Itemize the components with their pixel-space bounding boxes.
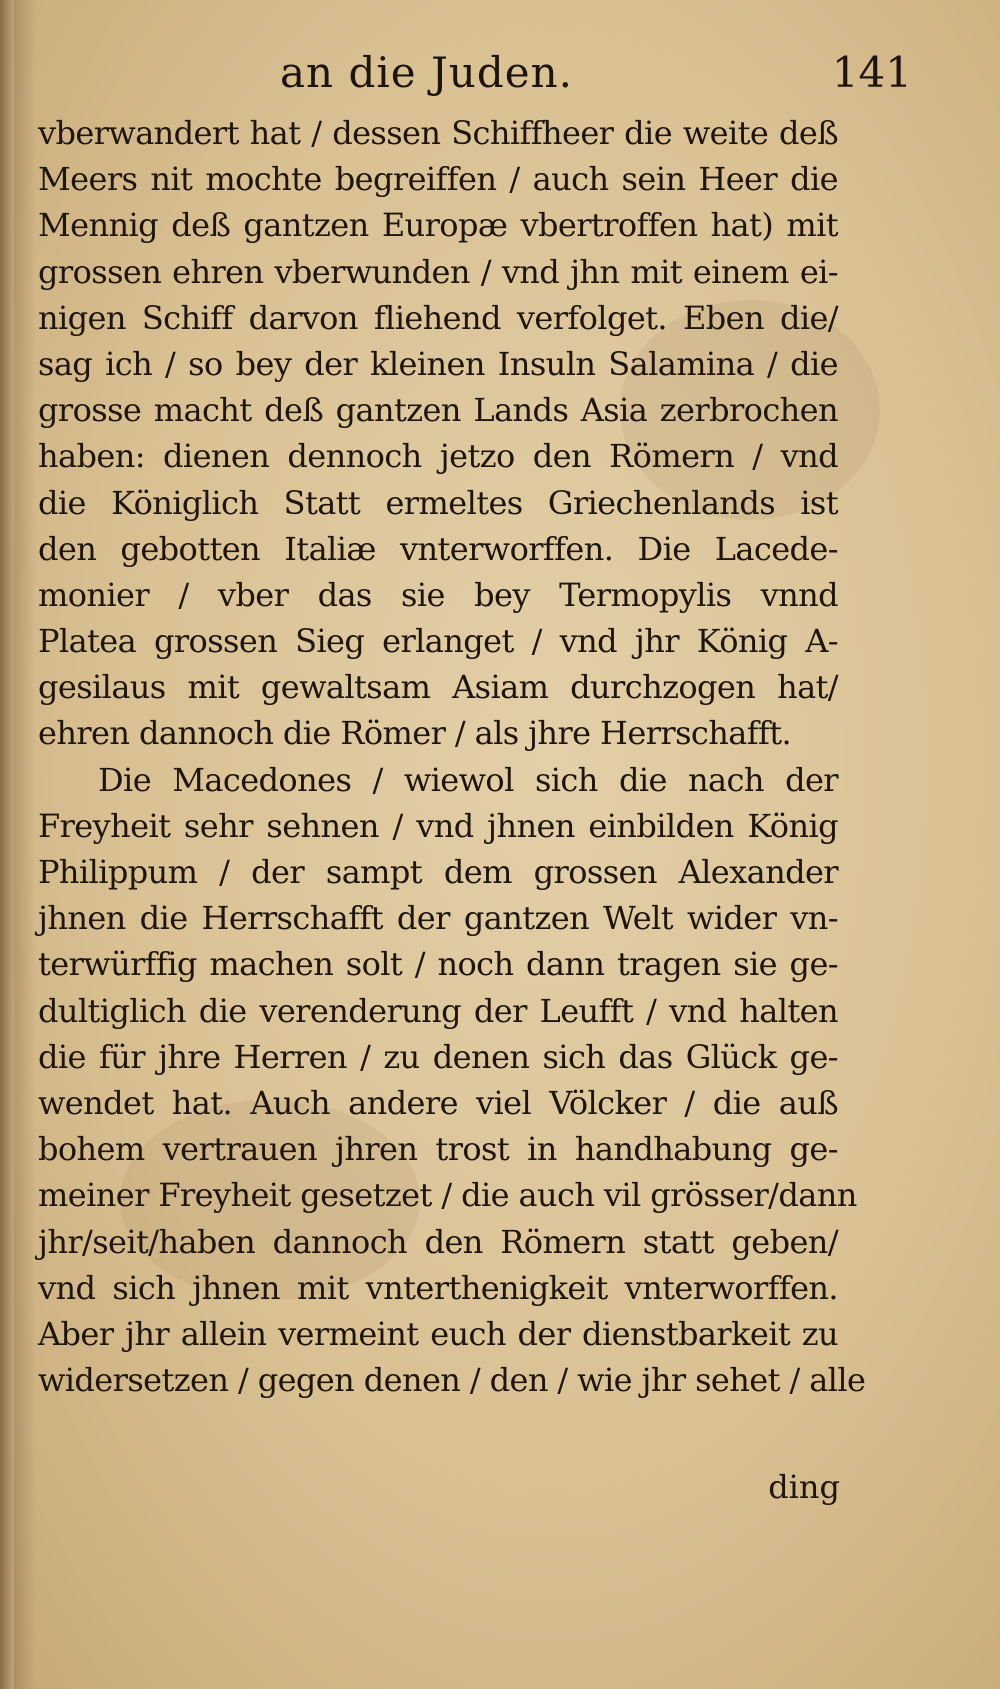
text-line: jhnen die Herrschafft der gantzen Welt wider vn- xyxy=(38,899,838,938)
text-line: bohem vertrauen jhren trost in handhabung ge- xyxy=(38,1130,838,1169)
text-line: die für jhre Herren / zu denen sich das Glück ge- xyxy=(38,1037,838,1076)
text-line: haben: dienen dennoch jetzo den Römern / vnd xyxy=(38,437,838,476)
text-line: vberwandert hat / dessen Schiffheer die weite deß xyxy=(38,114,838,152)
text-line: die Königlich Statt ermeltes Griechenlands ist xyxy=(38,483,838,522)
text-line: Die Macedones / wiewol sich die nach der xyxy=(98,760,838,799)
text-line: vnd sich jhnen mit vnterthenigkeit vnterworffen. xyxy=(38,1268,838,1307)
text-line: Philippum / der sampt dem grossen Alexander xyxy=(38,853,838,891)
text-line: Platea grossen Sieg erlanget / vnd jhr König A- xyxy=(38,622,838,661)
text-line: Mennig deß gantzen Europæ vbertroffen hat) mit xyxy=(38,206,838,245)
text-line: gesilaus mit gewaltsam Asiam durchzogen hat/ xyxy=(38,668,838,707)
text-line: widersetzen / gegen denen / den / wie jhr sehet / alle xyxy=(38,1361,866,1400)
body-text xyxy=(38,110,866,1403)
text-line: terwürffig machen solt / noch dann tragen sie ge- xyxy=(38,945,838,984)
catchword: ding xyxy=(768,1468,840,1506)
text-line: grosse macht deß gantzen Lands Asia zerbrochen xyxy=(38,391,838,430)
page-number: 141 xyxy=(831,48,912,97)
text-line: den gebotten Italiæ vnterworffen. Die Lacede- xyxy=(38,529,838,568)
running-head: an die Juden. xyxy=(280,48,573,97)
text-line: meiner Freyheit gesetzet / die auch vil grösser/dann xyxy=(38,1176,857,1215)
text-line: Meers nit mochte begreiffen / auch sein Heer die xyxy=(38,160,838,199)
text-line: dultiglich die verenderung der Leufft / vnd halten xyxy=(38,991,838,1030)
text-line: Aber jhr allein vermeint euch der dienstbarkeit zu xyxy=(38,1314,838,1353)
text-line: nigen Schiff darvon fliehend verfolget. Eben die/ xyxy=(38,298,838,337)
text-line: ehren dannoch die Römer / als jhre Herrschafft. xyxy=(38,714,792,753)
text-line: grossen ehren vberwunden / vnd jhn mit einem ei- xyxy=(38,252,838,291)
text-line: monier / vber das sie bey Termopylis vnnd xyxy=(38,575,838,614)
text-line: sag ich / so bey der kleinen Insuln Salamina / die xyxy=(38,344,838,383)
text-line: wendet hat. Auch andere viel Völcker / die auß xyxy=(38,1083,838,1122)
binding-edge xyxy=(0,0,14,1689)
gutter-shadow xyxy=(14,0,36,1689)
text-line: jhr/seit/haben dannoch den Römern statt geben/ xyxy=(38,1222,838,1261)
text-line: Freyheit sehr sehnen / vnd jhnen einbilden König xyxy=(38,806,838,845)
